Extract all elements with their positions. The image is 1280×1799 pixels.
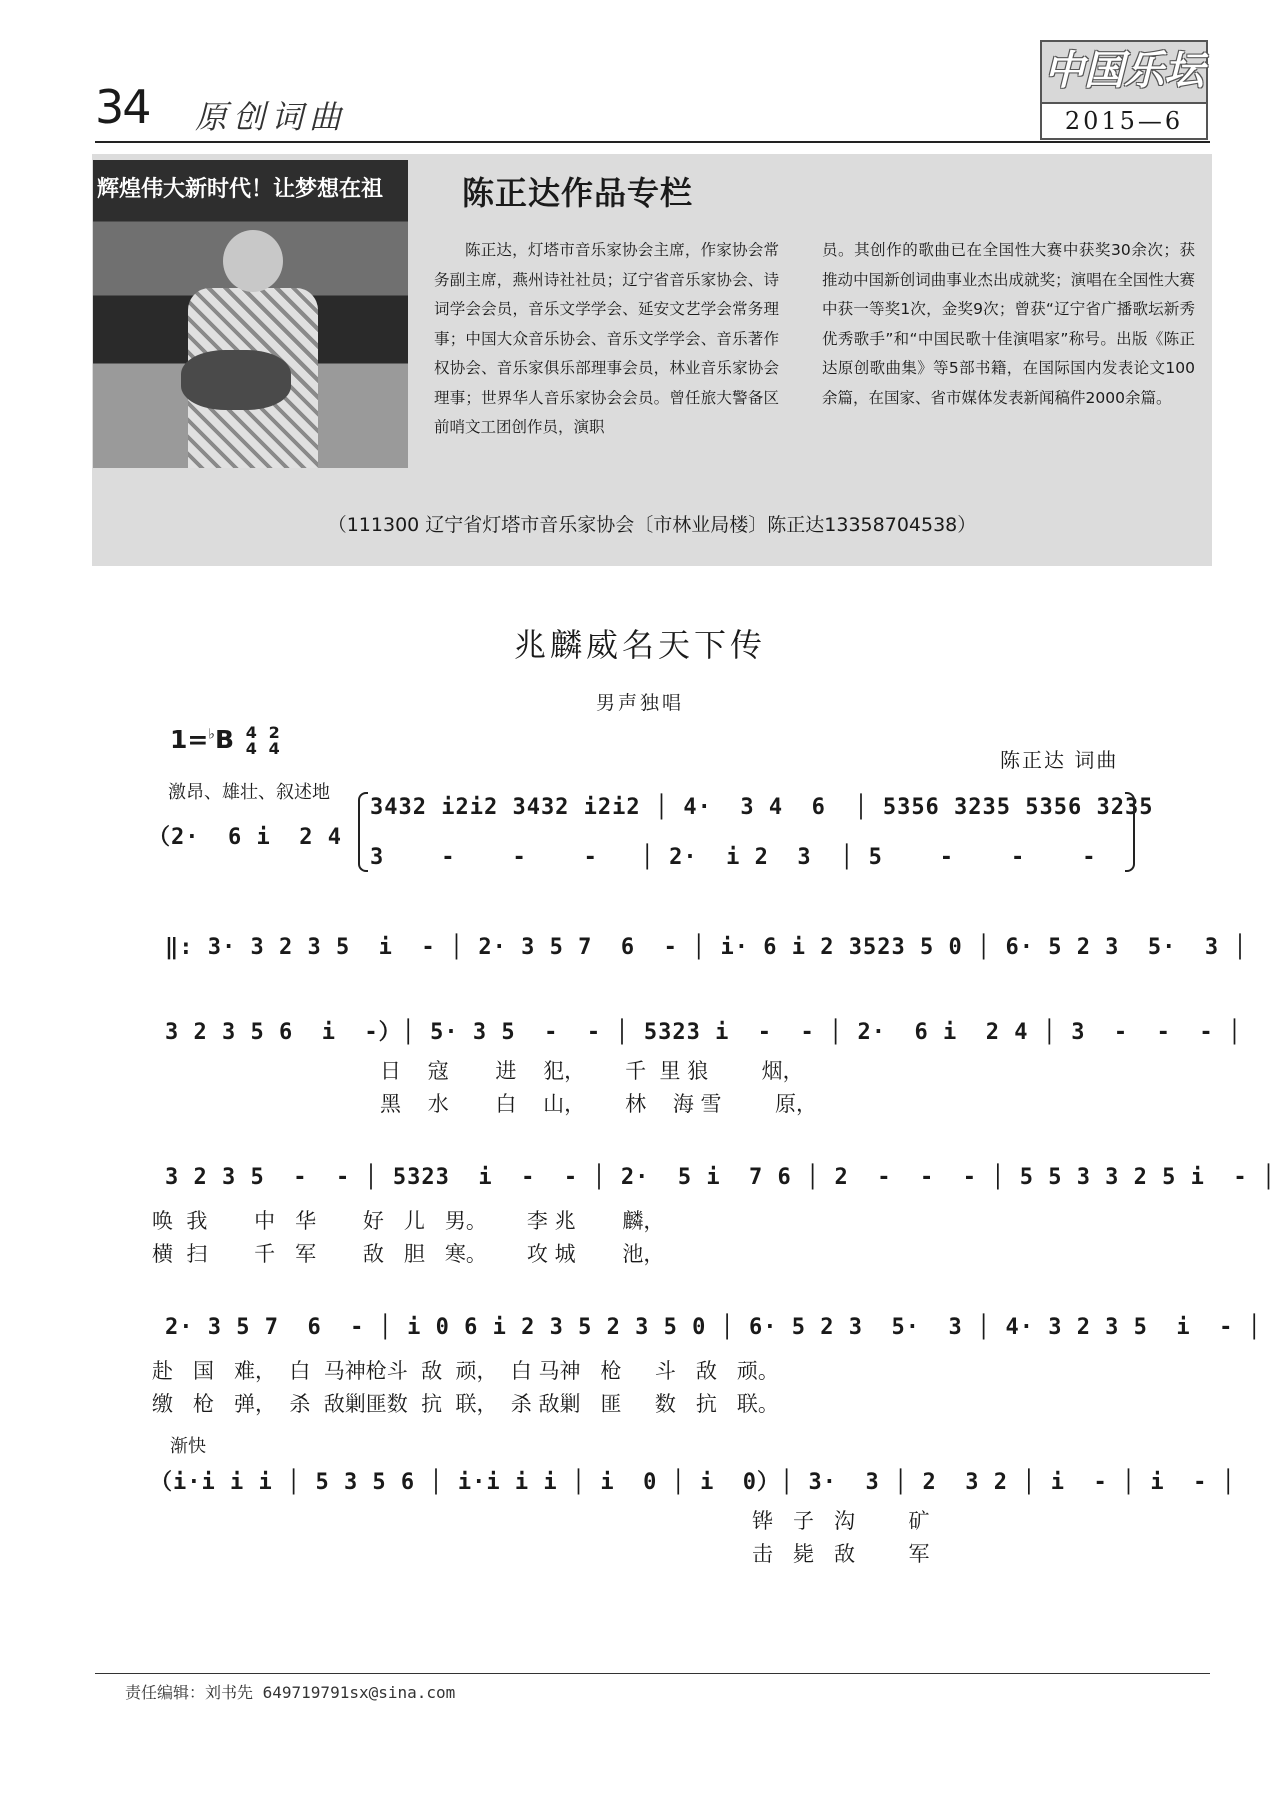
notation-line-5: （i·i i i │ 5 3 5 6 │ i·i i i │ i 0 │ i 0）│ 3· 3 │ 2 3 2 │ i - │ i - │ [150,1470,1236,1495]
time2-top: 2 [268,723,280,742]
time-signature-2 [269,725,280,757]
lyrics-line-4-verse-1: 赴 国 难， 白 马神枪斗 敌 顽， 白 马神 枪 斗 敌 顽。 [152,1359,779,1383]
notation-line-2: 3 2 3 5 6 i -）│ 5· 3 5 - - │ 5323 i - - │ 2· 6 i 2 4 │ 3 - - - │ [165,1020,1243,1045]
intro-upper-staff: 3432 i2i2 3432 i2i2 │ 4· 3 4 6 │ 5356 3235 5356 3235 [370,795,1154,820]
lyrics-line-5-verse-1: 铧 子 沟 矿 [752,1509,930,1533]
footer-rule [95,1673,1210,1674]
time1-bot: 4 [245,739,257,758]
header-rule [95,141,1210,143]
contact-info: （111300 辽宁省灯塔市音乐家协会〔市林业局楼〕陈正达13358704538） [327,514,977,536]
lyrics-line-2-verse-2: 黑 水 白 山， 林 海 雪 原， [380,1092,817,1116]
photo-bouquet [181,350,291,410]
issue-number: 2015—6 [1040,104,1208,140]
composer-credit: 陈正达 词曲 [1000,748,1119,772]
key-prefix: 1= [170,725,209,754]
intro-left-notes: （2· 6 i 2 4 [148,825,357,850]
staff-brace-right [1125,792,1135,872]
photo-person-head [223,230,283,292]
flat-sign: ♭ [208,726,215,743]
author-photo [93,160,408,468]
song-subtitle: 男声独唱 [595,692,684,714]
notation-line-1: ‖: 3· 3 2 3 5 i - │ 2· 3 5 7 6 - │ i· 6 i 2 3523 5 0 │ 6· 5 2 3 5· 3 │ [165,935,1248,960]
song-title: 兆麟威名天下传 [513,626,766,664]
column-title: 陈正达作品专栏 [462,174,694,212]
lyrics-line-2-verse-1: 日 寇 进 犯， 千 里 狼 烟， [380,1059,804,1083]
lyrics-line-3-verse-2: 横 扫 千 军 敌 胆 寒。 攻 城 池， [152,1242,665,1266]
notation-line-3: 3 2 3 5 - - │ 5323 i - - │ 2· 5 i 7 6 │ 2 - - - │ 5 5 3 3 2 5 i - │ [165,1165,1277,1190]
lyrics-line-3-verse-1: 唤 我 中 华 好 儿 男。 李 兆 麟， [152,1209,665,1233]
lyrics-line-4-verse-2: 缴 枪 弹， 杀 敌剿匪数 抗 联， 杀 敌剿 匪 数 抗 联。 [152,1392,779,1416]
key-note: B [214,725,235,754]
time1-top: 4 [245,723,257,742]
section-title: 原创词曲 [195,98,348,136]
intro-lower-staff: 3 - - - │ 2· i 2 3 │ 5 - - - [370,845,1097,870]
bio-left: 陈正达，灯塔市音乐家协会主席，作家协会常务副主席，燕州诗社社员；辽宁省音乐家协会、诗词学会会员，音乐文学学会、延安文艺学会常务理事；中国大众音乐协会、音乐文学学会、音乐著作权协会、音乐家俱乐部理事会员，林业音乐家协会理事；世界华人音乐家协会会员。曾任旅大警备区前哨文工团创作员，演职 [434,241,779,436]
magazine-logo: 中国乐坛 [1040,40,1208,104]
tempo-faster-marking: 渐快 [170,1436,206,1457]
time2-bot: 4 [268,739,280,758]
key-signature [170,725,280,757]
staff-brace-left [358,792,368,872]
page-number: 34 [95,80,150,134]
time-signature-1 [246,725,257,757]
bio-right: 员。其创作的歌曲已在全国性大赛中获奖30余次；获推动中国新创词曲事业杰出成就奖；演唱在全国性大赛中获一等奖1次，金奖9次；曾获“辽宁省广播歌坛新秀优秀歌手”和“中国民歌十佳演唱家”称号。出版《陈正达原创歌曲集》等5部书籍，在国际国内发表论文100余篇，在国家、省市媒体发表新闻稿件2000余篇。 [822,241,1195,407]
tempo-marking: 激昂、雄壮、叙述地 [168,782,330,803]
notation-line-4: 2· 3 5 7 6 - │ i 0 6 i 2 3 5 2 3 5 0 │ 6· 5 2 3 5· 3 │ 4· 3 2 3 5 i - │ [165,1315,1262,1340]
editor-footer: 责任编辑：刘书先 649719791sx@sina.com [125,1683,456,1702]
photo-banner: 辉煌伟大新时代！让梦想在祖 [97,177,384,202]
lyrics-line-5-verse-2: 击 毙 敌 军 [752,1542,930,1566]
